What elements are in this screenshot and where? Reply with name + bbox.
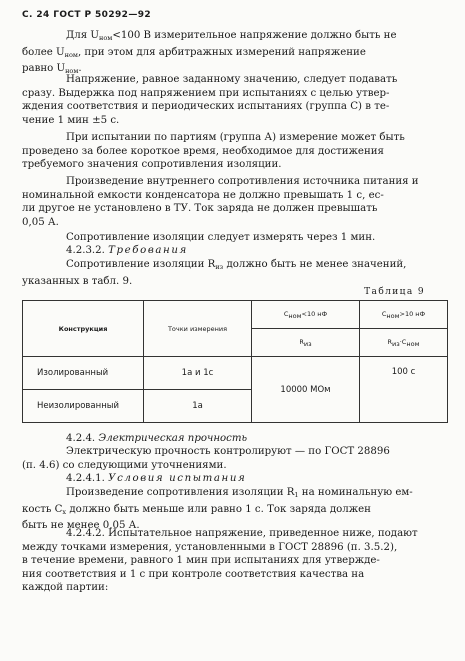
paragraph-insulation-requirement bbox=[22, 258, 446, 288]
insulation-table bbox=[22, 300, 448, 423]
text-line: равно $U_{ном}$. bbox=[22, 63, 82, 76]
page-header: С. 24 ГОСТ Р 50292—92 bbox=[22, 10, 152, 20]
section-number: 4.2.3.2. bbox=[66, 245, 105, 256]
text-line: Напряжение, равное заданному значению, следует подавать bbox=[66, 74, 398, 85]
paragraph-test-conditions bbox=[22, 486, 446, 533]
text-line: каждой партии: bbox=[22, 582, 109, 594]
text-line: ждения соответствия и периодических испытаниях (группа С) в те- bbox=[22, 101, 390, 113]
text-line: ли другое не установлено в ТУ. Ток заряда не должен превышать bbox=[22, 203, 378, 215]
text-line: ния соответствия и 1 с при контроле соответствия качества на bbox=[22, 568, 365, 580]
text-line: чение 1 мин ±5 с. bbox=[22, 114, 120, 126]
header-c-less: $C_{ном}<10$ нФ bbox=[252, 301, 360, 329]
text-line: Произведение внутреннего сопротивления источника питания и bbox=[66, 176, 419, 187]
section-number: 4.2.4.1. bbox=[66, 473, 105, 484]
header-construction: Конструкция bbox=[23, 301, 144, 357]
paragraph-test-voltage bbox=[22, 527, 446, 595]
cell-construction: Изолированный bbox=[23, 357, 144, 390]
text-line: Произведение сопротивления изоляции $R_1$ на номинальную ем- bbox=[66, 487, 413, 499]
paragraph-internal-resistance bbox=[22, 175, 446, 229]
section-heading-line bbox=[22, 472, 446, 486]
header-r: $R_{из}$ bbox=[252, 329, 360, 357]
section-heading-line bbox=[22, 244, 446, 258]
text-line: Сопротивление изоляции следует измерять через 1 мин. bbox=[66, 232, 376, 243]
text-line: 0,05 А. bbox=[22, 216, 59, 228]
text-line: При испытании по партиям (группа А) измерение может быть bbox=[66, 132, 405, 143]
header-rc: $R_{из}\cdot C_{ном}$ bbox=[360, 329, 448, 357]
text-line: требуемого значения сопротивления изоляции. bbox=[22, 159, 282, 171]
text-line: Сопротивление изоляции $R_{из}$ должно быть не менее значений, bbox=[66, 259, 407, 271]
text-line: в течение времени, равного 1 мин при испытаниях для утвержде- bbox=[22, 555, 380, 567]
section-title: Требования bbox=[108, 245, 188, 256]
text-line: указанных в табл. 9. bbox=[22, 275, 133, 287]
paragraph-measuring-voltage bbox=[22, 29, 446, 79]
cell-value-r: 10000 МОм bbox=[252, 357, 360, 423]
text-line: проведено за более короткое время, необходимое для достижения bbox=[22, 145, 384, 157]
paragraph-batch-testing bbox=[22, 131, 446, 172]
section-4232-heading bbox=[22, 244, 446, 258]
text-line: (п. 4.6) со следующими уточнениями. bbox=[22, 459, 227, 471]
text-line: Для $U_{ном}<100$ В измерительное напряжение должно быть не bbox=[66, 30, 397, 42]
text-line: более $U_{ном}$, при этом для арбитражных измерений напряжение bbox=[22, 46, 366, 59]
text-line: 4.2.4.2. Испытательное напряжение, приведенное ниже, подают bbox=[66, 528, 418, 539]
section-title: Условия испытания bbox=[108, 473, 247, 484]
cell-points: 1а и 1с bbox=[144, 357, 252, 390]
text-line: быть не менее 0,05 А. bbox=[22, 520, 140, 532]
text-line: Электрическую прочность контролируют — по ГОСТ 28896 bbox=[66, 446, 390, 457]
section-4241-heading bbox=[22, 472, 446, 486]
text-line: кость $C_x$ должно быть меньше или равно 1 с. Ток заряда должен bbox=[22, 503, 371, 516]
cell-value-rc: 100 с bbox=[360, 357, 448, 423]
paragraph-voltage-application bbox=[22, 73, 446, 127]
text-line: номинальной емкости конденсатора не должно превышать 1 с, ес- bbox=[22, 189, 384, 201]
paragraph-electric-strength bbox=[22, 445, 446, 472]
text-line: сразу. Выдержка под напряжением при испытаниях с целью утвер- bbox=[22, 87, 390, 99]
header-points: Точки измерения bbox=[144, 301, 252, 357]
paragraph-measure-after bbox=[22, 231, 446, 245]
section-424-heading bbox=[22, 432, 446, 446]
table-caption: Таблица 9 bbox=[364, 287, 425, 297]
section-heading-line bbox=[22, 432, 446, 446]
cell-points: 1а bbox=[144, 390, 252, 423]
section-title: Электрическая прочность bbox=[98, 433, 248, 444]
cell-construction: Неизолированный bbox=[23, 390, 144, 423]
text-line: между точками измерения, установленными в ГОСТ 28896 (п. 3.5.2), bbox=[22, 541, 398, 553]
section-number: 4.2.4. bbox=[66, 433, 96, 444]
header-c-more: $C_{ном}>10$ нФ bbox=[360, 301, 448, 329]
